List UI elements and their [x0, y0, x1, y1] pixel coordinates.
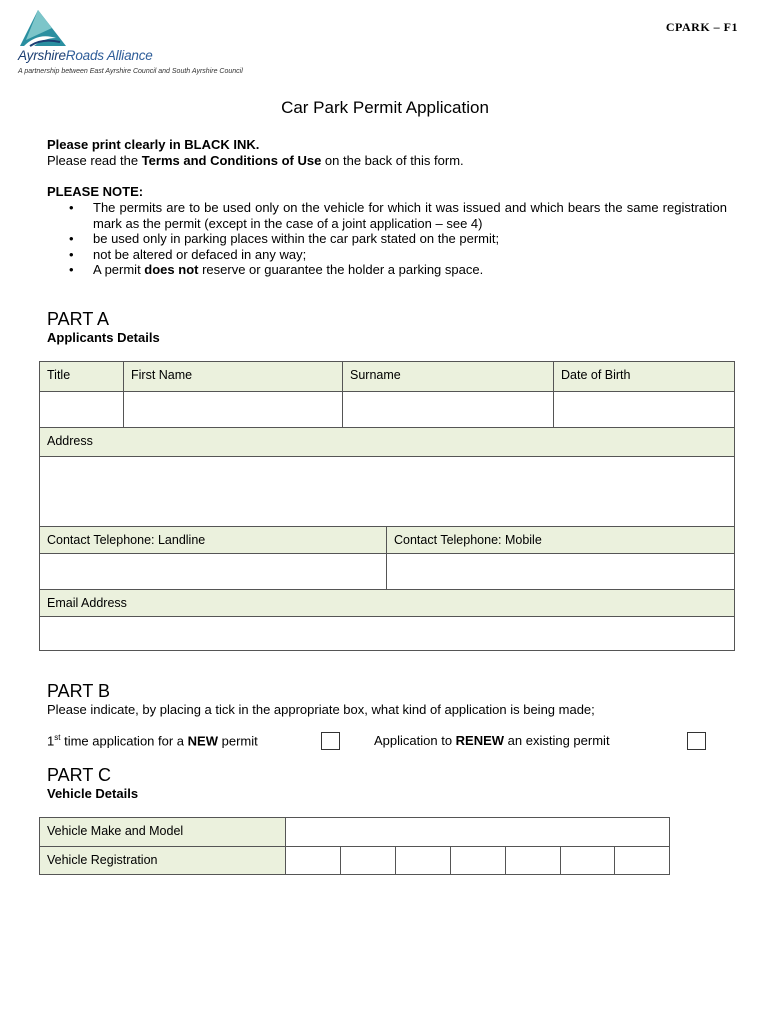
logo-wordmark: AyrshireRoads Alliance [18, 48, 153, 63]
address-header: Address [40, 428, 734, 457]
terms-instruction: Please read the Terms and Conditions of Use on the back of this form. [47, 153, 464, 168]
print-instruction: Please print clearly in BLACK INK. [47, 137, 260, 152]
vehicle-registration-header: Vehicle Registration [40, 847, 286, 874]
dob-field[interactable] [554, 392, 734, 428]
vehicle-make-field[interactable] [286, 818, 669, 847]
renew-permit-checkbox[interactable] [687, 732, 706, 750]
part-b-instruction: Please indicate, by placing a tick in the appropriate box, what kind of application is being made; [47, 702, 595, 717]
note-item: • not be altered or defaced in any way; [47, 247, 727, 263]
part-c-heading: PART C [47, 765, 112, 785]
part-a-heading: PART A [47, 309, 110, 329]
title-field[interactable] [40, 392, 124, 428]
logo-tagline: A partnership between East Ayrshire Council and South Ayrshire Council [18, 68, 243, 75]
intro-text [47, 137, 727, 169]
new-permit-checkbox[interactable] [321, 732, 340, 750]
document-title: Car Park Permit Application [281, 98, 489, 117]
please-note-heading: PLEASE NOTE: [47, 184, 144, 199]
note-item: • be used only in parking places within the car park stated on the permit; [47, 231, 727, 247]
surname-field[interactable] [343, 392, 554, 428]
mobile-header: Contact Telephone: Mobile [387, 527, 734, 554]
dob-header: Date of Birth [554, 362, 734, 392]
email-field[interactable] [40, 617, 734, 650]
landline-field[interactable] [40, 554, 387, 590]
registration-char-box[interactable] [615, 847, 669, 874]
vehicle-details-table [39, 817, 670, 875]
ayrshire-roads-alliance-logo [16, 8, 266, 75]
registration-char-box[interactable] [451, 847, 506, 874]
registration-char-box[interactable] [396, 847, 451, 874]
applicant-details-table [39, 361, 735, 651]
email-header: Email Address [40, 590, 734, 617]
registration-char-box[interactable] [341, 847, 396, 874]
address-field[interactable] [40, 457, 734, 527]
registration-char-box[interactable] [506, 847, 561, 874]
registration-char-box[interactable] [286, 847, 341, 874]
part-a-subheading: Applicants Details [47, 330, 160, 345]
vehicle-make-header: Vehicle Make and Model [40, 818, 286, 847]
surname-header: Surname [343, 362, 554, 392]
renew-permit-option-label: Application to RENEW an existing permit [374, 733, 610, 748]
first-name-field[interactable] [124, 392, 343, 428]
landline-header: Contact Telephone: Landline [40, 527, 387, 554]
title-header: Title [40, 362, 124, 392]
new-permit-option-label: 1st time application for a NEW permit [47, 733, 258, 749]
first-name-header: First Name [124, 362, 343, 392]
form-code: CPARK – F1 [665, 20, 738, 34]
mobile-field[interactable] [387, 554, 734, 590]
registration-char-box[interactable] [561, 847, 615, 874]
logo-triangle-icon [16, 8, 76, 50]
note-item: • The permits are to be used only on the vehicle for which it was issued and which bears the same registration mark as the permit (except in the case of a joint application – see 4) [47, 200, 727, 231]
part-b-heading: PART B [47, 681, 111, 701]
part-c-subheading: Vehicle Details [47, 786, 139, 801]
note-item: • A permit does not reserve or guarantee the holder a parking space. [47, 262, 727, 278]
note-list [47, 200, 727, 278]
